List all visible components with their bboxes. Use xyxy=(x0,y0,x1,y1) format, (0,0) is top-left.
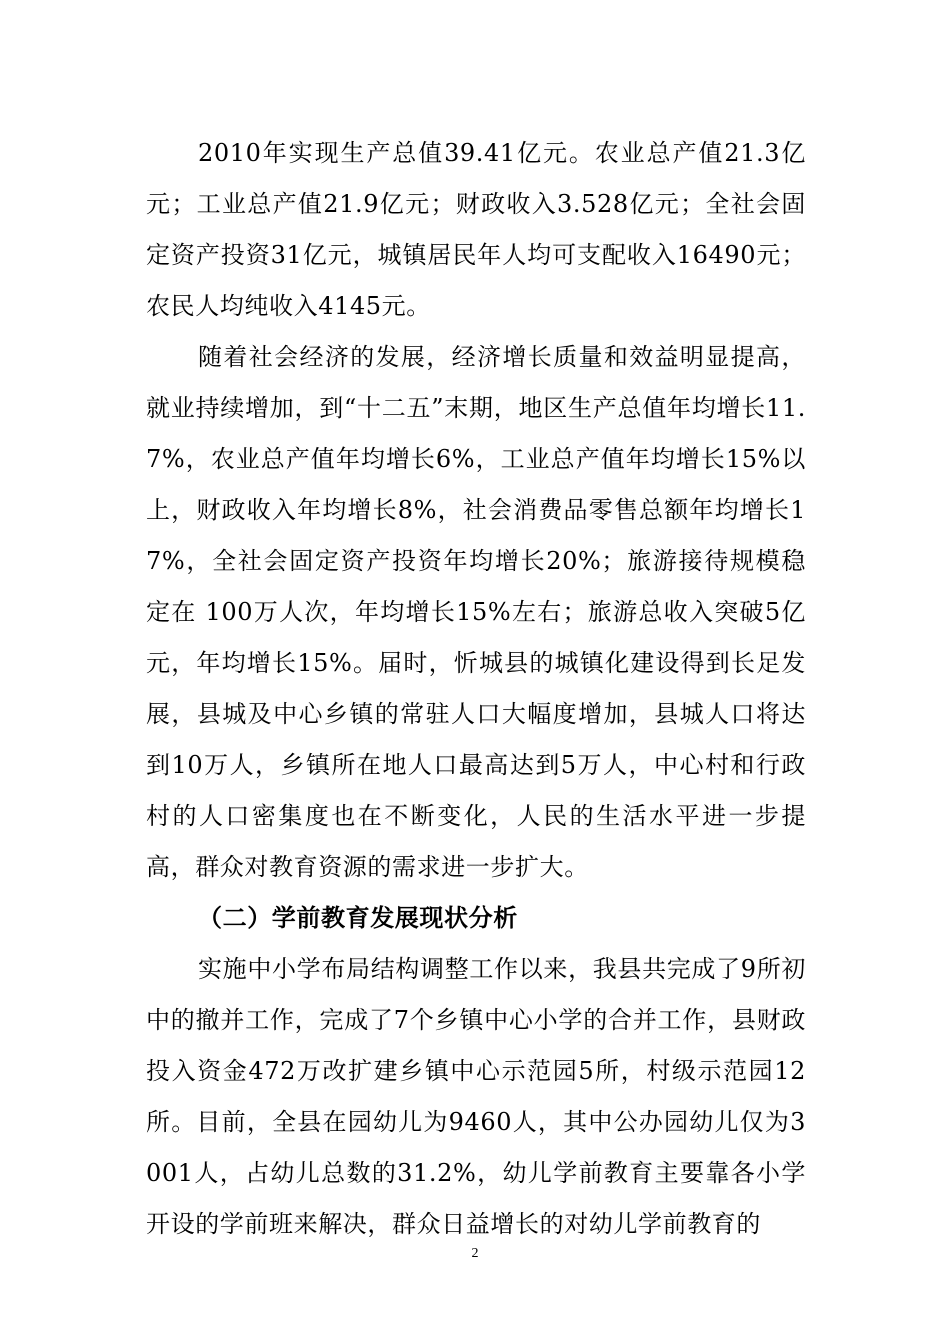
paragraph-economic-growth: 随着社会经济的发展，经济增长质量和效益明显提高，就业持续增加，到“十二五”末期，地区生产总值年均增长11.7%，农业总产值年均增长6%，工业总产值年均增长15%以上，财政收入年均增长8%，社会消费品零售总额年均增长17%，全社会固定资产投资年均增长20%；旅游接待规模稳定在 100万人次，年均增长15%左右；旅游总收入突破5亿元，年均增长15%。届时，忻城县的城镇化建设得到长足发展，县城及中心乡镇的常驻人口大幅度增加，县城人口将达到10万人，乡镇所在地人口最高达到5万人，中心村和行政村的人口密集度也在不断变化，人民的生活水平进一步提高，群众对教育资源的需求进一步扩大。 xyxy=(146,343,806,881)
section-heading: （二）学前教育发展现状分析 xyxy=(198,904,518,932)
page-number: 2 xyxy=(471,1246,479,1261)
paragraph-economy-2010: 2010年实现生产总值39.41亿元。农业总产值21.3亿元；工业总产值21.9亿元；财政收入3.528亿元；全社会固定资产投资31亿元，城镇居民年人均可支配收入16490元；农民人均纯收入4145元。 xyxy=(146,139,806,320)
paragraph-preschool-status: 实施中小学布局结构调整工作以来，我县共完成了9所初中的撤并工作，完成了7个乡镇中心小学的合并工作，县财政投入资金472万改扩建乡镇中心示范园5所，村级示范园12所。目前，全县在园幼儿为9460人，其中公办园幼儿仅为3001人，占幼儿总数的31.2%，幼儿学前教育主要靠各小学开设的学前班来解决，群众日益增长的对幼儿学前教育的 xyxy=(146,955,806,1238)
document-body xyxy=(146,128,806,1250)
